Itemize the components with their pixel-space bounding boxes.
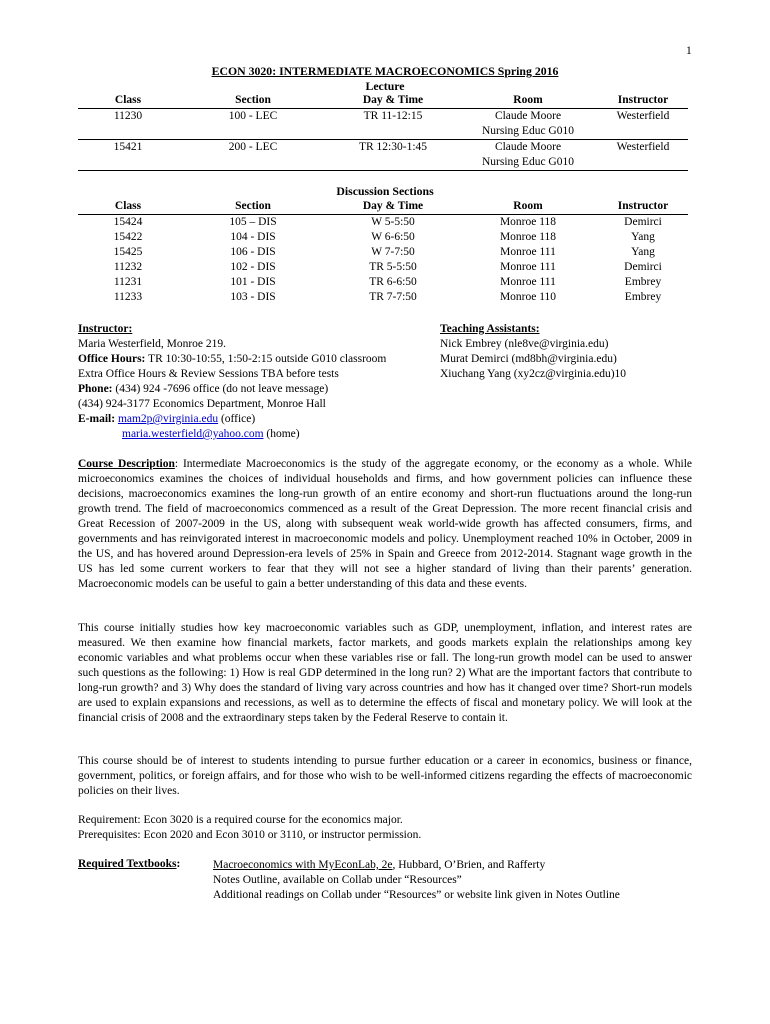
- col-header: Day & Time: [328, 93, 458, 109]
- time-cell: TR 6-6:50: [369, 276, 417, 288]
- requirement: Requirement: Econ 3020 is a required course for the economics major.: [78, 814, 403, 826]
- room-line: Nursing Educ G010: [482, 125, 574, 137]
- textbooks-list: [213, 858, 620, 903]
- col-header: Instructor: [598, 93, 688, 109]
- room-line: Claude Moore: [494, 110, 562, 122]
- course-description-p2: This course initially studies how key macroeconomic variables such as GDP, unemployment, inflation, and interest rates are measured. We then examine how financial markets, factor markets, and goods markets explain the relationships among key economic variables and what problems occur when these variables rise or fall. The long-run growth model can be used to answer such questions as the following: 1) How is real GDP determined in the long run? 2) What are the important factors that contribute to long-run growth? and 3) Why does the standard of living vary across countries and how has it changed over time? Short-run models are used to explain expansions and recessions, as well as to determine the effects of fiscal and monetary policy. We will look at the financial crisis of 2008 and the extraordinary steps taken by the Federal Reserve to contain it.: [78, 622, 692, 724]
- section-cell: 100 - LEC: [178, 109, 328, 140]
- instructor-cell: Demirci: [624, 216, 662, 228]
- instructor-cell: Demirci: [624, 261, 662, 273]
- col-header: Day & Time: [328, 199, 458, 215]
- class-cell: 11232: [113, 261, 143, 273]
- time-cell: TR 5-5:50: [369, 261, 417, 273]
- room-cell: Monroe 110: [499, 291, 557, 303]
- table-row: [78, 290, 688, 305]
- class-cell: 15424: [113, 216, 143, 228]
- ta-item: Murat Demirci (md8bh@virginia.edu): [440, 353, 617, 365]
- room-cell: Monroe 118: [499, 216, 557, 228]
- instructor-cell: Westerfield: [598, 109, 688, 140]
- section-cell: 105 – DIS: [229, 216, 277, 228]
- instructor-cell: Yang: [631, 231, 655, 243]
- phone-value: (434) 924 -7696 office (do not leave message): [112, 383, 329, 395]
- ta-item: Nick Embrey (nle8ve@virginia.edu): [440, 338, 609, 350]
- course-description-p1: [78, 457, 692, 592]
- class-cell: 11230: [78, 109, 178, 140]
- discussion-heading: Discussion Sections: [336, 184, 434, 198]
- room-line: Nursing Educ G010: [482, 156, 574, 168]
- instructor-cell: Yang: [631, 246, 655, 258]
- email-label: E-mail:: [78, 413, 116, 425]
- table-row: [78, 140, 688, 171]
- ta-heading: Teaching Assistants:: [440, 323, 540, 335]
- class-cell: 15422: [113, 231, 143, 243]
- phone: [78, 382, 438, 397]
- col-header: Class: [78, 199, 178, 215]
- lecture-heading: Lecture: [365, 79, 405, 93]
- section-cell: 200 - LEC: [178, 140, 328, 171]
- time-cell: TR 7-7:50: [369, 291, 417, 303]
- room-cell: [458, 140, 598, 171]
- instructor-name: Maria Westerfield, Monroe 219.: [78, 338, 227, 350]
- lecture-table: [78, 93, 688, 171]
- table-row: [78, 109, 688, 140]
- table-row: [78, 230, 688, 245]
- email: [78, 412, 438, 427]
- textbook-item: Notes Outline, available on Collab under “Resources”: [213, 874, 462, 886]
- table-row: [78, 275, 688, 290]
- instructor-cell: Westerfield: [598, 140, 688, 171]
- instructor-cell: Embrey: [624, 291, 662, 303]
- class-cell: 15421: [78, 140, 178, 171]
- room-cell: Monroe 118: [499, 231, 557, 243]
- ta-block: [440, 322, 700, 382]
- office-hours: [78, 352, 438, 367]
- table-row: [78, 215, 688, 231]
- time-cell: TR 11-12:15: [328, 109, 458, 140]
- class-cell: 11231: [113, 276, 143, 288]
- email-2: [78, 427, 438, 442]
- time-cell: W 6-6:50: [371, 231, 415, 243]
- col-header: Room: [458, 199, 598, 215]
- office-hours-value: TR 10:30-10:55, 1:50-2:15 outside G010 classroom: [145, 353, 387, 365]
- page-number: 1: [686, 45, 692, 57]
- office-hours-label: Office Hours:: [78, 353, 146, 365]
- time-cell: W 7-7:50: [371, 246, 415, 258]
- room-cell: Monroe 111: [500, 261, 556, 273]
- ta-item: Xiuchang Yang (xy2cz@virginia.edu)10: [440, 368, 627, 380]
- class-cell: 15425: [113, 246, 143, 258]
- col-header: Section: [178, 199, 328, 215]
- col-header: Room: [458, 93, 598, 109]
- textbook-title: Macroeconomics with MyEconLab, 2e: [213, 859, 393, 871]
- room-cell: Monroe 111: [500, 246, 556, 258]
- col-header: Class: [78, 93, 178, 109]
- extra-hours: Extra Office Hours & Review Sessions TBA before tests: [78, 368, 339, 380]
- email-office-note: (office): [218, 413, 256, 425]
- class-cell: 11233: [113, 291, 143, 303]
- section-cell: 103 - DIS: [230, 291, 276, 303]
- col-header: Instructor: [598, 199, 688, 215]
- room-cell: Monroe 111: [500, 276, 556, 288]
- room-line: Claude Moore: [494, 141, 562, 153]
- prerequisites: Prerequisites: Econ 2020 and Econ 3010 or 3110, or instructor permission.: [78, 829, 422, 841]
- instructor-heading: Instructor:: [78, 323, 133, 335]
- course-description-text: : Intermediate Macroeconomics is the study of the aggregate economy, or the economy as a whole. While microeconomics examines the choices of individual households and firms, and how government policies can influence these decisions, macroeconomics examines the long-run growth of an entire economy and short-run fluctuations around the long-run growth trend. The field of macroeconomics commenced as a result of the Great Depression. The more recent financial crisis and Great Recession of 2007-2009 in the US, along with subsequent weak world-wide growth has affected consumers, firms, and governments and has reinvigorated interest in macroeconomic models and policy. Unemployment reached 10% in October, 2009 in the US, and has hovered around Depression-era levels of 25% in Spain and Greece from 2012-2014. Stagnant wage growth in the US has led some current workers to fear that they will not see a higher standard of living than their parents’ generation. Macroeconomic models can be useful to gain a better understanding of this data and these events.: [78, 458, 692, 590]
- time-cell: W 5-5:50: [371, 216, 415, 228]
- textbook-authors: , Hubbard, O’Brien, and Rafferty: [392, 859, 546, 871]
- time-cell: TR 12:30-1:45: [328, 140, 458, 171]
- textbook-item: [213, 858, 620, 873]
- instructor-cell: Embrey: [624, 276, 662, 288]
- email-office-link[interactable]: mam2p@virginia.edu: [117, 413, 219, 425]
- phone-label: Phone:: [78, 383, 113, 395]
- email-home-link[interactable]: maria.westerfield@yahoo.com: [122, 428, 264, 440]
- section-cell: 102 - DIS: [230, 261, 276, 273]
- page-title: ECON 3020: INTERMEDIATE MACROECONOMICS Spring 2016: [211, 64, 559, 78]
- email-home-note: (home): [263, 428, 300, 440]
- textbooks-colon: :: [176, 858, 181, 870]
- section-cell: 106 - DIS: [230, 246, 276, 258]
- textbook-item: Additional readings on Collab under “Resources” or website link given in Notes Outline: [213, 889, 620, 901]
- section-cell: 104 - DIS: [230, 231, 276, 243]
- course-description-label: Course Description: [78, 458, 175, 470]
- course-description-p3: This course should be of interest to students intending to pursue further education or a career in economics, business or finance, government, politics, or foreign affairs, and for those who wish to be well-informed citizens regarding the effects of macroeconomic policies on their lives.: [78, 755, 692, 797]
- textbooks-label-text: Required Textbooks: [78, 858, 177, 870]
- col-header: Section: [178, 93, 328, 109]
- room-cell: [458, 109, 598, 140]
- discussion-table: [78, 199, 688, 305]
- table-row: [78, 245, 688, 260]
- section-cell: 101 - DIS: [230, 276, 276, 288]
- phone-2: (434) 924-3177 Economics Department, Monroe Hall: [78, 398, 326, 410]
- instructor-block: [78, 322, 438, 442]
- table-row: [78, 260, 688, 275]
- textbooks-label: [78, 858, 180, 870]
